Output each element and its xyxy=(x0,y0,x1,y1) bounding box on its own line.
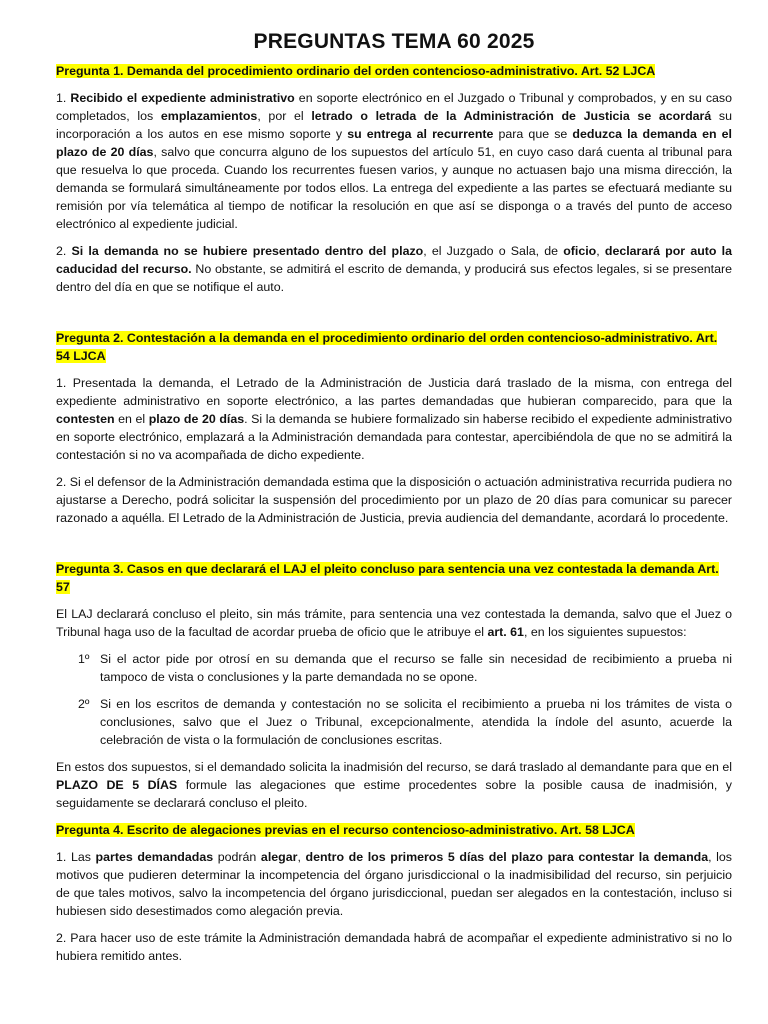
list-item-text: Si el actor pide por otrosí en su demanda que el recurso se falle sin necesidad de recibimiento a prueba ni tampoco de vista o conclusiones y la parte demandada no se opone. xyxy=(100,651,732,684)
question-4-paragraph-2: 2. Para hacer uso de este trámite la Administración demandada habrá de acompañar el expediente administrativo si no lo hubiera remitido antes. xyxy=(56,930,732,963)
question-3-paragraph-1: El LAJ declarará concluso el pleito, sin más trámite, para sentencia una vez contestada la demanda, salvo que el Juez o Tribunal haga uso de la facultad de acordar prueba de oficio que le atribuye el art. 61, en los siguientes supuestos: xyxy=(56,606,732,639)
question-1-title xyxy=(56,63,732,81)
question-2-title xyxy=(56,330,732,366)
list-item-text: Si en los escritos de demanda y contestación no se solicita el recibimiento a prueba ni los trámites de vista o conclusiones, salvo que el Juez o Tribunal, excepcionalmente, atendida la índole del asunto, acuerde la celebración de vista o la formulación de conclusiones escritas. xyxy=(100,696,732,747)
question-3-paragraph-2: En estos dos supuestos, si el demandado solicita la inadmisión del recurso, se dará traslado al demandante para que en el PLAZO DE 5 DÍAS formule las alegaciones que estime procedentes sobre la posible causa de inadmisión, y seguidamente se declarará concluso el pleito. xyxy=(56,759,732,810)
question-4-paragraph-1: 1. Las partes demandadas podrán alegar, dentro de los primeros 5 días del plazo para contestar la demanda, los motivos que pudieren determinar la incompetencia del órgano jurisdiccional o la inadmisibilidad del recurso, sin perjuicio de que tales motivos, salvo la incompetencia del órgano jurisdiccional, puedan ser alegados en la contestación, incluso si hubiesen sido desestimados como alegación previa. xyxy=(56,849,733,918)
question-4-title-text: Pregunta 4. Escrito de alegaciones previas en el recurso contencioso-administrativo. Art. 58 LJCA xyxy=(56,822,635,837)
question-2-paragraph-2: 2. Si el defensor de la Administración demandada estima que la disposición o actuación administrativa recurrida pudiera no ajustarse a Derecho, podrá solicitar la suspensión del procedimiento por un plazo de 20 días para comunicar su parecer razonado a aquélla. El Letrado de la Administración de Justicia, previa audiencia del demandante, acordará lo procedente. xyxy=(56,475,732,525)
question-2-paragraph-1: 1. Presentada la demanda, el Letrado de la Administración de Justicia dará traslado de la misma, con entrega del expediente administrativo en soporte electrónico, a las partes demandadas que hubieran comparecido, para que la contesten en el plazo de 20 días. Si la demanda se hubiere formalizado sin haberse recibido el expediente administrativo en soporte electrónico, emplazará a la Administración demandada para contestar, apercibiéndola de que no se admitirá la contestación si no va acompañada de dicho expediente. xyxy=(56,376,732,463)
question-2-title-text: Pregunta 2. Contestación a la demanda en el procedimiento ordinario del orden contencioso-administrativo. Art. 54 LJCA xyxy=(56,331,718,364)
list-item xyxy=(56,696,732,750)
question-1-paragraph-2: 2. Si la demanda no se hubiere presentado dentro del plazo, el Juzgado o Sala, de oficio, declarará por auto la caducidad del recurso. No obstante, se admitirá el escrito de demanda, y producirá sus efectos legales, si se presentare dentro del día en que se notifique el auto. xyxy=(56,244,732,295)
question-1-title-text: Pregunta 1. Demanda del procedimiento ordinario del orden contencioso-administrativo. Art. 52 LJCA xyxy=(56,64,656,79)
list-item-number: 2º xyxy=(78,696,90,711)
section-spacer xyxy=(56,306,732,330)
list-item xyxy=(56,651,732,687)
question-3-title-text: Pregunta 3. Casos en que declarará el LAJ el pleito concluso para sentencia una vez contestada la demanda Art. 57 xyxy=(56,561,719,594)
list-item-number: 1º xyxy=(78,651,90,666)
question-3-title xyxy=(56,561,732,597)
question-4-title xyxy=(56,822,732,840)
question-1-paragraph-1: 1. Recibido el expediente administrativo en soporte electrónico en el Juzgado o Tribunal y comprobados, y en su caso completados, los emplazamientos, por el letrado o letrada de la Administración de Justicia se acordará su incorporación a los autos en ese mismo soporte y su entrega al recurrente para que se deduzca la demanda en el plazo de 20 días, salvo que concurra alguno de los supuestos del artículo 51, en cuyo caso dará cuenta al tribunal para que resuelva lo que proceda. Cuando los recurrentes fuesen varios, y aunque no actuasen bajo una misma dirección, la demanda se formulará simultáneamente por todos ellos. La entrega del expediente a las partes se efectuará mediante su remisión por vía telemática al tiempo de notificar la resolución en que así se disponga o a través del punto de acceso electrónico al expediente judicial. xyxy=(56,91,733,232)
section-spacer xyxy=(56,537,732,561)
document-title: PREGUNTAS TEMA 60 2025 xyxy=(253,30,535,53)
